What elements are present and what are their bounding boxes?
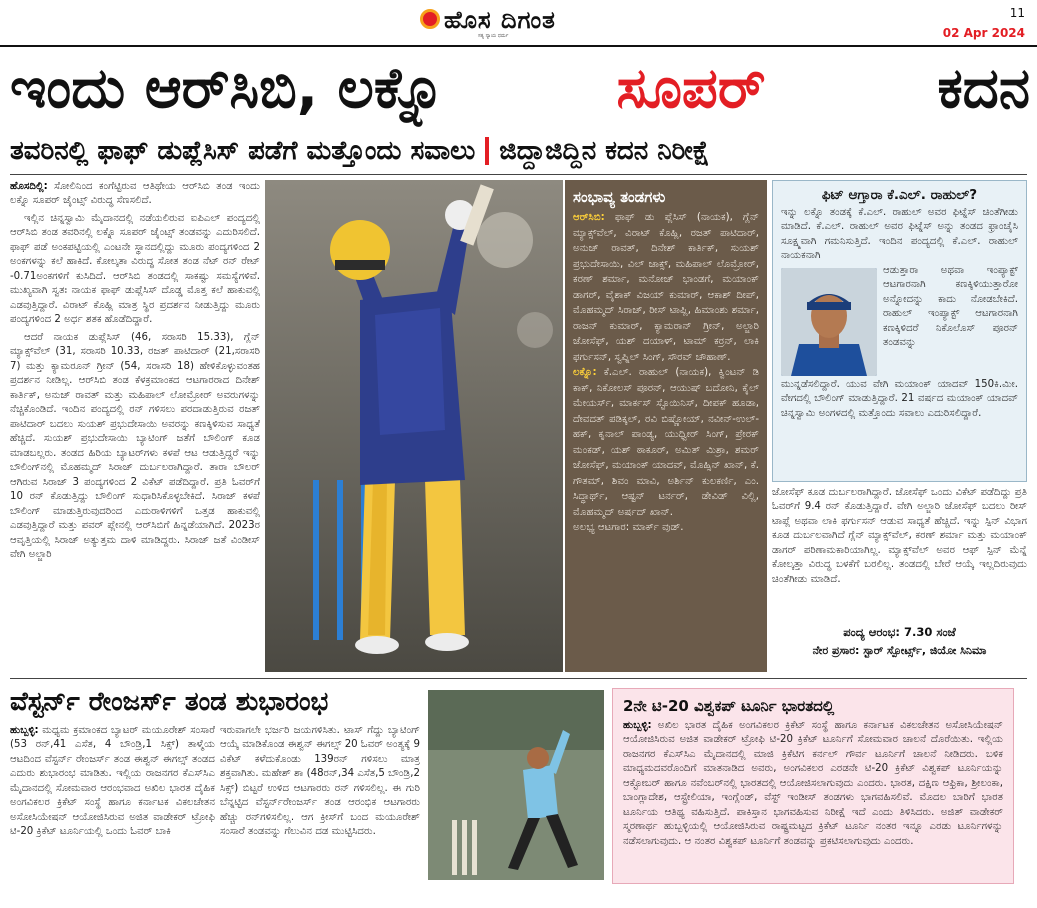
lsg-team-list <box>573 365 759 520</box>
rcb-players: ಫಾಫ್ ಡು ಪ್ಲೆಸಿಸ್ (ನಾಯಕ), ಗ್ಲೆನ್ ಮ್ಯಾಕ್ಸ್‌ವೆಲ್, ವಿರಾಟ್ ಕೊಹ್ಲಿ, ರಜತ್ ಪಾಟಿದಾರ್, ಅನುಜ್ ರಾವತ್, ದಿನೇಶ್ ಕಾರ್ತಿಕ್, ಸುಯಶ್ ಪ್ರಭುದೇಸಾಯಿ, ವಿಲ್ ಜಾಕ್ಸ್, ಮಹಿಪಾಲ್ ಲೊಮ್ರೋರ್, ಕರಣ್ ಶರ್ಮಾ, ಮನೋಜ್ ಭಾಂಡಗೆ, ಮಯಾಂಕ್ ಡಾಗರ್, ವೈಶಾಕ್ ವಿಜಯ್ ಕುಮಾರ್, ಆಕಾಶ್ ದೀಪ್, ಮೊಹಮ್ಮದ್ ಸಿರಾಜ್, ರೀಸ್ ಟಾಪ್ಲಿ, ಹಿಮಾಂಶು ಶರ್ಮಾ, ರಾಜನ್ ಕುಮಾರ್, ಕ್ಯಾಮರಾನ್ ಗ್ರೀನ್, ಅಲ್ಜಾರಿ ಜೋಸೆಫ್, ಯಶ್ ದಯಾಳ್, ಟಾಮ್ ಕರ್‍ರನ್, ಲಾಕಿ ಫರ್ಗುಸನ್, ಸ್ವಪ್ನಿಲ್ ಸಿಂಗ್, ಸೌರವ್ ಚೌಹಾಣ್. <box>573 212 759 363</box>
match-info <box>772 625 1027 667</box>
brand-tagline: ಸತ್ಯ ನ್ಯಾಯ ಧರ್ಮ <box>478 33 509 39</box>
batsman-photo <box>265 180 563 672</box>
subhead-left: ತವರಿನಲ್ಲಿ ಫಾಫ್ ಡುಪ್ಲೆಸಿಸ್ ಪಡೆಗೆ ಮತ್ತೊಂದು ಸವಾಲು <box>10 135 476 166</box>
rahul-photo <box>781 268 877 376</box>
lead-para-2: ಇಲ್ಲಿನ ಚಿನ್ನಸ್ವಾಮಿ ಮೈದಾನದಲ್ಲಿ ನಡೆಯಲಿರುವ ಐಪಿಎಲ್ ಪಂದ್ಯದಲ್ಲಿ ಆರ್‌ಸಿಬಿ ತಂಡ ತವರಿನಲ್ಲಿ ಲಕ್ನೊ ಸೂಪರ್ ಜೈಂಟ್ಸ್ ತಂಡವನ್ನು ಎದುರಿಸಲಿದೆ. ಫಾಫ್ ಪಡೆ ಅಂಕಪಟ್ಟಿಯಲ್ಲಿ ಎಂಟನೇ ಸ್ಥಾನದಲ್ಲಿದ್ದು ಮೂರು ಪಂದ್ಯಗಳಿಂದ 2 ಅಂಕಗಳನ್ನು ಕಲೆ ಹಾಕಿದೆ. ಕೋಲ್ಕತಾ ವಿರುದ್ಧ ಸೋತ ತಂಡ ನೆಟ್ ರನ್ ರೇಟ್ -0.71ಅಂಕಗಳಿಗೆ ಕುಸಿದಿದೆ. ಆರ್‌ಸಿಬಿ ತಂಡದಲ್ಲಿ ಸಾಕಷ್ಟು ಸಮಸ್ಯೆಗಳಿವೆ. ಮುಖ್ಯವಾಗಿ ಸ್ವತಃ ನಾಯಕ ಫಾಫ್ ಡುಪ್ಲೆಸಿಸ್ ದೊಡ್ಡ ಮೊತ್ತ ಕಲೆ ಹಾಕುವಲ್ಲಿ ಎಡವುತ್ತಿದ್ದಾರೆ. ವಿರಾಟ್ ಕೊಹ್ಲಿ ಮಾತ್ರ ಸ್ಥಿರ ಪ್ರದರ್ಶನ ನೀಡುತ್ತಿದ್ದು ಮೂರು ಪಂದ್ಯಗಳಿಂದ 2 ಅರ್ಧ ಶತಕ ಹೊಡೆದಿದ್ದಾರೆ. <box>10 212 260 326</box>
rahul-portrait-illustration <box>781 268 877 376</box>
rahul-fitness-box <box>772 180 1027 482</box>
sub-headline <box>10 130 1030 172</box>
worldcup-box-body <box>623 719 1003 849</box>
subhead-separator <box>485 137 489 165</box>
probable-teams-box <box>565 180 767 672</box>
western-rangers-headline: ವೆಸ್ಟರ್ನ್ ರೇಂಜರ್ಸ್ ತಂಡ ಶುಭಾರಂಭ <box>10 686 329 717</box>
bowler-photo <box>428 690 604 880</box>
lead-para-3: ಆದರೆ ನಾಯಕ ಡುಪ್ಲೆಸಿಸ್ (46, ಸರಾಸರಿ 15.33), ಗ್ಲೆನ್ ಮ್ಯಾಕ್ಸ್‌ವೆಲ್ (31, ಸರಾಸರಿ 10.33, ರಜತ್ ಪಾಟಿದಾರ್ (21,ಸರಾಸರಿ 7) ಮತ್ತು ಕ್ಯಾಮರೂನ್ ಗ್ರೀನ್ (54, ಸರಾಸರಿ 18) ಹೇಳಿಕೊಳ್ಳುವಂತಹ ಪ್ರದರ್ಶನ ನೀಡಿಲ್ಲ. ಆರ್‌ಸಿಬಿ ತಂಡ ಕೆಳಕ್ರಮಾಂಕದ ಆಟಗಾರರಾದ ದಿನೇಶ್ ಕಾರ್ತಿಕ್, ಅನುಜ್ ರಾವತ್ ಮತ್ತು ಮಹಿಪಾಲ್ ಲೋಮ್ರೋರ್ ಅವರುಗಳನ್ನು ನೆಚ್ಚಿಕೊಂಡಿದೆ. ಇಂದಿನ ಪಂದ್ಯದಲ್ಲಿ ರನ್ ಗಳಿಸಲು ಪರದಾಡುತ್ತಿರುವ ರಜತ್ ಪಾಟಿದಾರ್ ಬದಲು ಸುಯಶ್ ಪ್ರಭುದೇಸಾಯಿ ಅವರನ್ನು ಕಣಕ್ಕಿಳಿಸುವ ಸಾಧ್ಯತೆ ಹೆಚ್ಚಿದೆ. ಸುಯಶ್ ಪ್ರಭುದೇಸಾಯಿ ಬ್ಯಾಟಿಂಗ್ ಜತೆಗೆ ಬೌಲಿಂಗ್ ಕೂಡ ಮಾಡಬಲ್ಲರು. ತಂಡದ ಹಿರಿಯ ಬ್ಯಾಟರ್‌ಗಳು ಕಳಪೆ ಆಟ ಆಡುತ್ತಿದ್ದರೆ ಇನ್ನು ಬೌಲಿಂಗ್‌ನಲ್ಲಿ ಮೊಹಮ್ಮದ್ ಸಿರಾಜ್ ದುರ್ಬಲರಾಗಿದ್ದಾರೆ. ತಾರಾ ಬೌಲರ್ ಆಗಿರುವ ಸಿರಾಜ್ 3 ಪಂದ್ಯಗಳಿಂದ 2 ವಿಕೆಟ್ ಪಡೆದಿದ್ದಾರೆ. ಪ್ರತಿ ಓವರ್‌ಗೆ 10 ರನ್ ಕೊಡುತ್ತಿದ್ದು ಬೌಲಿಂಗ್ ಸುಧಾರಿಸಿಕೊಳ್ಳಬೇಕಿದೆ. ಸಿರಾಜ್ ಕಳಪೆ ಬೌಲಿಂಗ್ ಮಾಡುತ್ತಿರುವುದರಿಂದ ಎದುರಾಳಿಗಳಿಗೆ ಒತ್ತಡ ಹಾಕುವಲ್ಲಿ ಎಡವುತ್ತಿದ್ದಾರೆ ಮತ್ತು ಪವರ್ ಪ್ಲೇನಲ್ಲಿ ಆರ್‌ಸಿಬಿಗೆ ಹಿನ್ನಡೆಯಾಗಿದೆ. 2023ರ ಆವೃತ್ತಿಯಲ್ಲಿ ಸಿರಾಜ್ ಅತ್ಯುತ್ತಮ ದಾಳಿ ಮಾಡಿದ್ದರು. ಸಿರಾಜ್ ಜತೆ ವಿಂಡೀಸ್ ವೇಗಿ ಅಲ್ಜಾರಿ <box>10 331 260 561</box>
headline-part-1: ಇಂದು ಆರ್‌ಸಿಬಿ, ಲಕ್ನೊ <box>10 56 445 121</box>
western-rangers-col-2: ಇರುವಾಗಲೇ ಭರ್ಜರಿ ಜಯಗಳಿಸಿತು. ಟಾಸ್ ಗೆದ್ದು ಬ್ಯಾಟಿಂಗ್ ಆಯ್ಕೆ ಮಾಡಿಕೊಂಡ ಈಶ್ವನ್ ಈಗಲ್ಸ್ 20 ಓವರ್ ಅಂತ್ಯಕ್ಕೆ 9 ವಿಕೆಟ್ ಕಳೆದುಕೊಂಡು 139ರನ್ ಗಳಿಸಲು ಮಾತ್ರ ಶಕ್ತವಾಗಿತು. ಮಹೇಶ್ ಶಾ (48ರನ್,34 ಎಸೆತ,5 ಬೌಂಡ್ರಿ,2 ಸಿಕ್ಸ್) ಬಿಟ್ಟರೆ ಉಳಿದ ಆಟಗಾರರು ರನ್ ಗಳಿಸಲಿಲ್ಲ. ಈ ಗುರಿ ಬೆನ್ನಟ್ಟಿದ ವೆಸ್ಟರ್ನ್‌ರೇಂಜರ್ಸ್ ತಂಡ ಆರಂಭಿಕ ಆಟಗಾರರು ಹೆಚ್ಚು ರನ್‌ಗಳಿಸಲಿಲ್ಲ. ಆಗ ಕ್ರೀಸ್‌ಗೆ ಬಂದ ಮಯೂರೇಶ್ ಸಂಸಾರೆ ತಂಡವನ್ನು ಗೆಲುವಿನ ದಡ ಮುಟ್ಟಿಸಿದರು. <box>220 725 420 838</box>
newspaper-logo[interactable] <box>420 4 556 34</box>
headline-part-red: ಸೂಪರ್ <box>616 56 766 121</box>
lsg-label: ಲಕ್ನೊ: <box>573 367 597 378</box>
section-divider <box>10 678 1027 679</box>
headline-divider <box>10 174 1027 175</box>
t20-worldcup-box <box>612 688 1014 884</box>
lead-para-1 <box>10 180 260 209</box>
rahul-box-title: ಫಿಟ್ ಆಗ್ತಾರಾ ಕೆ.ಎಲ್. ರಾಹುಲ್? <box>821 187 978 203</box>
newspaper-logo-icon <box>420 9 440 29</box>
rahul-intro: ಇನ್ನು ಲಕ್ನೊ ತಂಡಕ್ಕೆ ಕೆ.ಎಲ್. ರಾಹುಲ್ ಅವರ ಫಿಟ್ನೆಸ್ ಚಿಂತೆಗೀಡು ಮಾಡಿದೆ. ಕೆ.ಎಲ್. ರಾಹುಲ್ ಅವರ ಫಿಟ್ನೆಸ್ ಅನ್ನು ತಂಡದ ಫ್ರಾಂಚೈಸಿ ಸೂಕ್ಷ್ಮವಾಗಿ ಗಮನಿಸುತ್ತಿದೆ. ಇಂದಿನ ಪಂದ್ಯದಲ್ಲಿ ಕೆ.ಎಲ್. ರಾಹುಲ್ ನಾಯಕನಾಗಿ <box>781 207 1018 262</box>
brand-name: ಹೊಸ ದಿಗಂತ <box>444 4 556 34</box>
lsg-players: ಕೆ.ಎಲ್. ರಾಹುಲ್ (ನಾಯಕ), ಕ್ವಿಂಟನ್ ಡಿ ಕಾಕ್, ನಿಕೋಲಸ್ ಪೂರನ್, ಆಯುಷ್ ಬದೋನಿ, ಕೈಲ್ ಮೇಯರ್ಸ್, ಮಾರ್ಕಸ್ ಸ್ಟೊಯಿನಿಸ್, ದೀಪಕ್ ಹೂಡಾ, ದೇವದತ್ ಪಡಿಕ್ಕಲ್, ರವಿ ಬಿಷ್ಣೋಯ್, ನವೀನ್-ಉಲ್-ಹಕ್, ಕೃನಾಲ್ ಪಾಂಡ್ಯ, ಯುಧ್ವೀರ್ ಸಿಂಗ್, ಪ್ರೇರಕ್ ಮಂಕಡ್, ಯಶ್ ಠಾಕೂರ್, ಅಮಿತ್ ಮಿಶ್ರಾ, ಶಮರ್ ಜೋಸೆಫ್, ಮಯಾಂಕ್ ಯಾದವ್, ಮೊಹ್ಸಿನ್ ಖಾನ್, ಕೆ. ಗೌತಮ್, ಶಿವಂ ಮಾವಿ, ಅರ್ಶಿನ್ ಕುಲಕರ್ಣಿ, ಎಂ. ಸಿದ್ಧಾರ್ಥ್, ಆಷ್ಟನ್ ಟರ್ನರ್, ಡೇವಿಡ್ ವಿಲ್ಲಿ, ಮೊಹಮ್ಮದ್ ಅರ್ಷದ್ ಖಾನ್. <box>573 367 759 518</box>
masthead <box>0 0 1037 52</box>
worldcup-box-title: 2ನೇ ಟಿ-20 ವಿಶ್ವಕಪ್ ಟೂರ್ನಿ ಭಾರತದಲ್ಲಿ <box>623 697 835 715</box>
unavailable-player-note: ಅಲಭ್ಯ ಆಟಗಾರ: ಮಾರ್ಕ್ ವುಡ್. <box>573 522 684 533</box>
headline-part-3: ಕದನ <box>937 56 1030 121</box>
bowler-illustration <box>428 690 604 880</box>
rcb-team-list <box>573 210 759 365</box>
wc-body-text: ಅಖಿಲ ಭಾರತ ದೈಹಿಕ ಅಂಗವಿಕಲರ ಕ್ರಿಕೆಟ್ ಸಂಸ್ಥೆ ಹಾಗೂ ಕರ್ನಾಟಕ ವಿಕಲಚೇತನ ಅಸೋಸಿಯೇಷನ್ ಆಯೋಜಿಸಿರುವ ಅಜಿತ ವಾಡೇಕರ್ ಟ್ರೋಫಿ ಟಿ-20 ಕ್ರಿಕೆಟ್ ಟೂರ್ನಿಗೆ ಸೋಮವಾರ ಚಾಲನೆ ದೊರೆಯಿತು. ಇಲ್ಲಿಯ ರಾಜನಗರ ಕೆಎಸ್‌ಸಿಎ ಮೈದಾನದಲ್ಲಿ ಮಾಜಿ ಕ್ರಿಕೆಟಿಗ ಕರ್ನಲ್ ಗೌರ್ವ ಟೂರ್ನಿಗೆ ಚಾಲನೆ ನೀಡಿದರು. ಬಳಿಕ ಮಾಧ್ಯಮದವರೊಂದಿಗೆ ಮಾತನಾಡಿದ ಅವರು, ಅಂಗವಿಕಲರ ಎರಡನೇ ಟಿ-20 ಕ್ರಿಕೆಟ್ ವಿಶ್ವಕಪ್ ಟೂರ್ನಿಯನ್ನು ಆಕ್ಟೋಬರ್ ಹಾಗೂ ನವೆಂಬರ್‌ನಲ್ಲಿ ಭಾರತದಲ್ಲಿ ಆಯೋಜಿಸಲಾಗುವುದು ಎಂದರು. ಭಾರತ, ದಕ್ಷಿಣ ಆಫ್ರಿಕಾ, ಶ್ರೀಲಂಕಾ, ಬಾಂಗ್ಲಾದೇಶ, ಆಸ್ಟ್ರೇಲಿಯಾ, ಇಂಗ್ಲೆಂಡ್, ವೆಸ್ಟ್ ಇಂಡೀಸ್ ತಂಡಗಳು ಭಾಗವಹಿಸಲಿವೆ. ಮೊದಲ ಬಾರಿಗೆ ಭಾರತ ಟೂರ್ನಿಯ ಆತಿಥ್ಯ ವಹಿಸುತ್ತಿದೆ. ಪಾಕಿಸ್ತಾನ ಭಾಗವಹಿಸುವ ನಿರೀಕ್ಷೆ ಇದೆ ಎಂದು ತಿಳಿಸಿದರು. ಅಜಿತ್ ವಾಡೇಕರ್ ಸ್ಮರಣಾರ್ಥ ಹುಬ್ಬಳ್ಳಿಯಲ್ಲಿ ಆಯೋಜಿಸಿರುವ ರಾಷ್ಟ್ರಮಟ್ಟದ ಕ್ರಿಕೆಟ್ ಟೂರ್ನಿ ನಂತರ ಇನ್ನೂ ಎರಡು ಟೂರ್ನಿಗಳನ್ನು ನಡೆಸಲಾಗುವುದು. ಆ ನಂತರ ವಿಶ್ವಕಪ್ ಟೂರ್ನಿಗೆ ತಂಡವನ್ನು ಪ್ರಕಟಿಸಲಾಗುವುದು ಎಂದರು. <box>623 720 1003 847</box>
lead-para-1-text: ಸೋಲಿನಿಂದ ಕಂಗೆಟ್ಟಿರುವ ಆತಿಥೇಯ ಆರ್‌ಸಿಬಿ ತಂಡ ಇಂದು ಲಕ್ನೊ ಸೂಪರ್ ಜೈಂಟ್ಸ್ ವಿರುದ್ಧ ಸೆಣಸಲಿದೆ. <box>10 181 260 207</box>
lead-story-continuation: ಜೋಸೆಫ್ ಕೂಡ ದುರ್ಬಲರಾಗಿದ್ದಾರೆ. ಜೋಸೆಫ್ ಒಂದು ವಿಕೆಟ್ ಪಡೆದಿದ್ದು ಪ್ರತಿ ಓವರ್‌ಗೆ 9.4 ರನ್ ಕೊಡುತ್ತಿದ್ದಾರೆ. ವೇಗಿ ಅಲ್ಜಾರಿ ಜೋಸೆಫ್ ಬದಲು ರೀಸ್ ಟಾಪ್ಲೆ ಅಥವಾ ಲಾಕಿ ಫರ್ಗುಸನ್ ಆಡುವ ಸಾಧ್ಯತೆ ಹೆಚ್ಚಿದೆ. ಇನ್ನು ಸ್ಪಿನ್ ವಿಭಾಗ ಕೂಡ ದುರ್ಬಲವಾಗಿದೆ ಗ್ಲೆನ್ ಮ್ಯಾಕ್ಸ್‌ವೆಲ್, ಕರಣ್ ಶರ್ಮಾ ಮತ್ತು ಮಯಾಂಕ್ ಡಾಗರ್ ಪರಿಣಾಮಕಾರಿಯಾಗಿಲ್ಲ. ಮ್ಯಾಕ್ಸ್‌ವೆಲ್ ಅವರ ಆಫ್ ಸ್ಪಿನ್ ಮೆನ್ನೆ ಕೋಲ್ಕತ್ತಾ ವಿರುದ್ಧ ಬಳಕೆಗೆ ಬರಲಿಲ್ಲ. ತಂಡದಲ್ಲಿ ಬೇರೆ ಆಯ್ಕೆ ಇಲ್ಲದಿರುವುದು ಚಿಂತೆಗೀಡು ಮಾಡಿದೆ. <box>772 487 1027 585</box>
probable-teams-title: ಸಂಭಾವ್ಯ ತಂಡಗಳು <box>573 188 666 206</box>
subhead-right: ಜಿದ್ದಾಜಿದ್ದಿನ ಕದನ ನಿರೀಕ್ಷೆ <box>499 135 710 166</box>
page-date: 02 Apr 2024 <box>942 26 1025 40</box>
live-broadcast-info: ನೇರ ಪ್ರಸಾರ: ಸ್ಟಾರ್ ಸ್ಪೋರ್ಟ್ಸ್, ಜಿಯೋ ಸಿನಿಮಾ <box>812 644 987 657</box>
page-number: 11 <box>1009 6 1025 20</box>
western-rangers-col-1 <box>10 724 215 904</box>
ws-col-1-text: ಮಧ್ಯಮ ಕ್ರಮಾಂಕದ ಬ್ಯಾಟರ್ ಮಯೂರೇಶ್ ಸಂಸಾರೆ (53 ರನ್,41 ಎಸೆತ, 4 ಬೌಂಡ್ರಿ,1 ಸಿಕ್ಸ್) ತಾಳ್ಮೆಯ ಆಟದಿಂದ ವೆಸ್ಟರ್ನ್ ರೇಂಜರ್ಸ್ ತಂಡ ಈಶ್ವನ್ ಈಗಲ್ಸ್ ತಂಡದ ಎದುರು ಶುಭಾರಂಭ ಮಾಡಿತು. ಇಲ್ಲಿಯ ರಾಜನಗರ ಕೆಎಸ್‌ಸಿಎ ಮೈದಾನದಲ್ಲಿ ಸೋಮವಾರ ಆರಂಭವಾದ ಅಖಿಲ ಭಾರತ ದೈಹಿಕ ಅಂಗವಿಕಲರ ಕ್ರಿಕೆಟ್ ಸಂಸ್ಥೆ ಹಾಗೂ ಕರ್ನಾಟಕ ವಿಕಲಚೇತನ ಅಸೋಸಿಯೇಷನ್ ಆಯೋಜಿಸಿರುವ ಅಜಿತ ವಾಡೇಕರ್ ಟ್ರೋಫಿ ಟಿ-20 ಕ್ರಿಕೆಟ್ ಟೂರ್ನಿಯಲ್ಲಿ ಒಂದು ಓವರ್ ಬಾಕಿ <box>10 725 215 838</box>
main-headline <box>10 50 1030 128</box>
batsman-illustration <box>265 180 563 672</box>
lead-dateline: ಹೊಸದಿಲ್ಲಿ: <box>10 181 48 192</box>
wc-dateline: ಹುಬ್ಬಳ್ಳಿ: <box>623 720 652 731</box>
lead-story-body <box>10 180 260 672</box>
ws-dateline: ಹುಬ್ಬಳ್ಳಿ: <box>10 725 39 736</box>
rahul-beside-photo: ಆಡುತ್ತಾರಾ ಅಥವಾ ಇಂಪ್ಯಾಕ್ಟ್ ಆಟಗಾರನಾಗಿ ಕಣಕ್ಕಿಳಿಯುತ್ತಾರೋ ಅನ್ನೋದನ್ನು ಕಾದು ನೋಡಬೇಕಿದೆ. ರಾಹುಲ್ ಇಂಪ್ಯಾಕ್ಟ್ ಆಟಗಾರನಾಗಿ ಕಣಕ್ಕಿಳಿದರೆ ನಿಕೊಲೊಸ್ ಪೂರನ್ ತಂಡವನ್ನು <box>883 264 1018 349</box>
rahul-rest: ಮುನ್ನಡೆಸಲಿದ್ದಾರೆ. ಯುವ ವೇಗಿ ಮಯಾಂಕ್ ಯಾದವ್ 150ಕಿ.ಮೀ. ವೇಗದಲ್ಲಿ ಬೌಲಿಂಗ್ ಮಾಡುತ್ತಿದ್ದಾರೆ. 21 ವರ್ಷದ ಮಯಾಂಕ್ ಯಾದವ್ ಚಿನ್ನಸ್ವಾಮಿ ಅಂಗಳದಲ್ಲಿ ಮತ್ತೊಂದು ಸವಾಲು ಎದುರಿಸಲಿದ್ದಾರೆ. <box>781 378 1018 419</box>
rcb-label: ಆರ್‌ಸಿಬಿ: <box>573 212 605 223</box>
match-start-time: ಪಂದ್ಯ ಆರಂಭ: 7.30 ಸಂಜೆ <box>843 625 956 639</box>
masthead-divider <box>0 45 1037 47</box>
right-column <box>772 180 1027 672</box>
